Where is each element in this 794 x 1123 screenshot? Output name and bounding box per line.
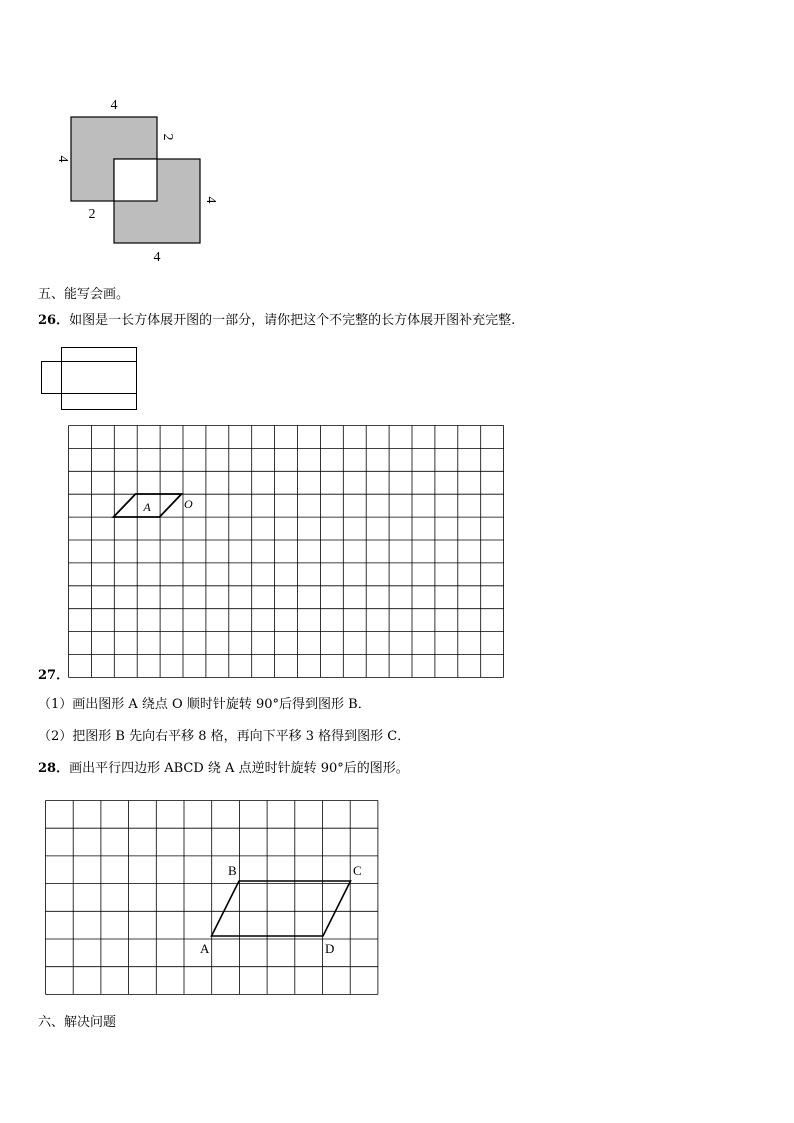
question-28-grid xyxy=(40,796,385,996)
label-bottom: 4 xyxy=(153,250,161,265)
vertex-a-label: A xyxy=(200,941,210,956)
point-o-label: O xyxy=(184,497,193,511)
vertex-c-label: C xyxy=(353,863,362,878)
question-28-text: 画出平行四边形 ABCD 绕 A 点逆时针旋转 90°后的图形。 xyxy=(69,761,409,776)
question-26-number: 26． xyxy=(38,313,70,328)
question-27-number: 27． xyxy=(38,668,70,683)
label-bottom-left: 2 xyxy=(88,207,96,222)
vertex-b-label: B xyxy=(228,863,237,878)
overlap-square xyxy=(114,159,157,201)
question-26 xyxy=(38,313,515,329)
section-5-title: 五、能写会画。 xyxy=(38,287,130,302)
overlapping-squares-figure xyxy=(40,90,240,270)
question-28 xyxy=(38,761,409,777)
grid-lines xyxy=(46,801,378,995)
question-27-part-2: （2）把图形 B 先向右平移 8 格，再向下平移 3 格得到图形 C． xyxy=(38,729,411,744)
section-6-title: 六、解决问题 xyxy=(38,1015,117,1030)
label-right-upper: 2 xyxy=(160,133,175,141)
grid-lines xyxy=(69,426,504,678)
question-27-grid xyxy=(66,424,506,684)
question-27-part-1: （1）画出图形 A 绕点 O 顺时针旋转 90°后得到图形 B． xyxy=(38,697,371,712)
question-28-number: 28． xyxy=(38,761,70,776)
parallelogram-abcd xyxy=(212,881,351,936)
cuboid-net-partial xyxy=(38,344,142,414)
shape-a-label: A xyxy=(143,500,151,514)
question-26-text: 如图是一长方体展开图的一部分，请你把这个不完整的长方体展开图补充完整. xyxy=(69,313,516,328)
label-right-lower: 4 xyxy=(203,196,218,204)
label-top: 4 xyxy=(110,98,118,113)
label-left: 4 xyxy=(55,155,70,163)
vertex-d-label: D xyxy=(325,941,335,956)
